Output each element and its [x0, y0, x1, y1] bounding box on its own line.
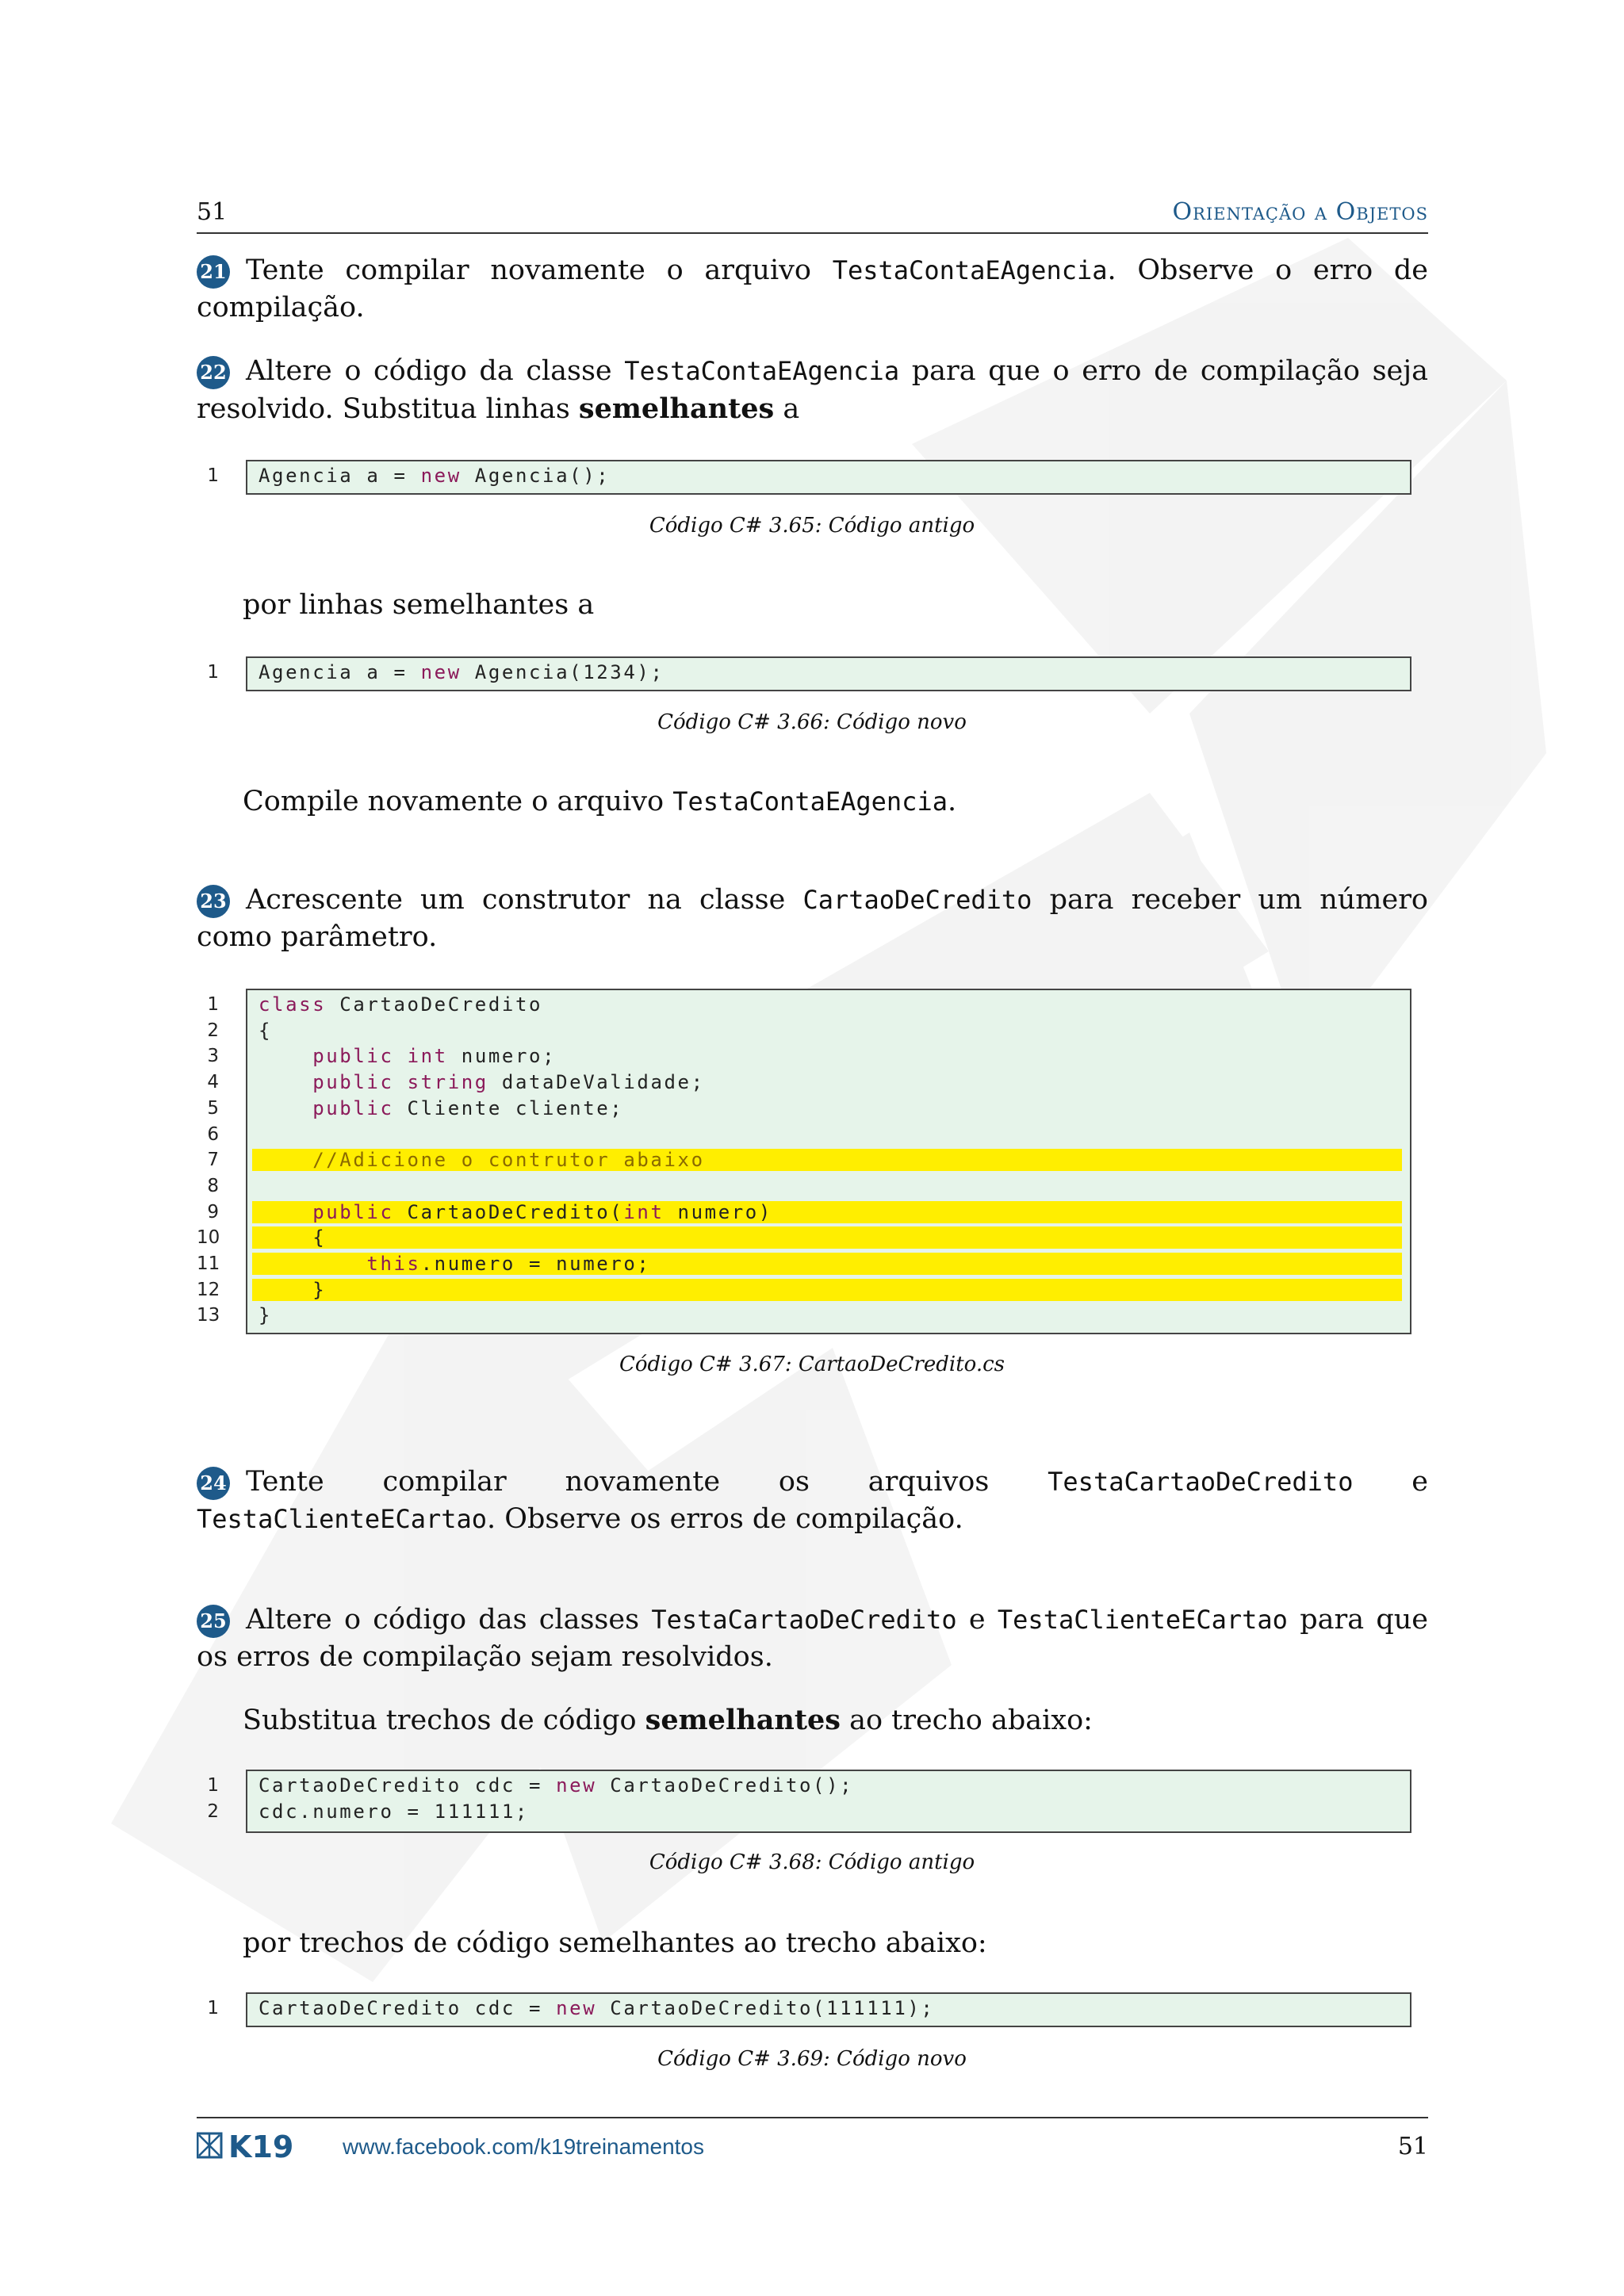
code-line: CartaoDeCredito cdc = new CartaoDeCredito(); — [259, 1774, 854, 1797]
exercise-badge: 21 — [197, 255, 230, 289]
code-line: cdc.numero = 111111; — [259, 1800, 529, 1823]
line-number: 3 — [207, 1046, 219, 1067]
footer-page-number: 51 — [1397, 2133, 1428, 2160]
code-line: this.numero = numero; — [366, 1253, 651, 1275]
paragraph: Substitua trechos de código semelhantes ao trecho abaixo: — [243, 1704, 1093, 1736]
exercise-21: 21 Tente compilar novamente o arquivo TestaContaEAgencia. Observe o erro de compilação. — [197, 254, 1428, 323]
line-number: 9 — [207, 1201, 219, 1223]
exercise-badge: 22 — [197, 356, 230, 389]
line-number: 1 — [207, 1998, 219, 2019]
k19-logo — [197, 2131, 316, 2161]
code-listing-agencia-new — [197, 656, 1410, 691]
caption: Código C# 3.67: CartaoDeCredito.cs — [619, 1353, 1005, 1376]
code-line: //Adicione o contrutor abaixo — [312, 1149, 705, 1172]
exercise-badge: 24 — [197, 1467, 230, 1500]
exercise-badge: 25 — [197, 1605, 230, 1638]
exercise-23: 23 Acrescente um construtor na classe CartaoDeCredito para receber um número como parâmetro. — [197, 884, 1428, 953]
header-page-number: 51 — [197, 198, 228, 226]
code-line: class CartaoDeCredito — [259, 993, 543, 1016]
line-number: 12 — [197, 1279, 220, 1300]
exercise-22: 22 Altere o código da classe TestaContaEAgencia para que o erro de compilação seja resolvido. Substitua linhas semelhantes a — [197, 355, 1428, 425]
code-line: } — [259, 1278, 327, 1301]
code-line: Agencia a = new Agencia(); — [259, 465, 611, 487]
line-number: 8 — [207, 1175, 219, 1196]
header-rule — [197, 232, 1428, 234]
caption: Código C# 3.68: Código antigo — [649, 1850, 975, 1874]
code-listing-agencia-old — [197, 460, 1410, 495]
line-number: 11 — [197, 1253, 220, 1274]
code-listing-cartao — [197, 989, 1410, 1334]
paragraph: por linhas semelhantes a — [243, 589, 595, 621]
k19-logo-icon — [197, 2131, 316, 2161]
line-number: 7 — [207, 1150, 219, 1171]
line-number: 1 — [207, 465, 219, 486]
code-line: { — [259, 1226, 327, 1249]
highlighted-line — [252, 1226, 1402, 1249]
line-number: 5 — [207, 1097, 219, 1119]
line-number: 1 — [207, 662, 219, 683]
caption: Código C# 3.69: Código novo — [657, 2047, 967, 2071]
exercise-24: 24 Tente compilar novamente os arquivos TestaCartaoDeCredito e TestaClienteECartao. Observe os erros de compilação. — [197, 1466, 1428, 1535]
line-number: 4 — [207, 1072, 219, 1093]
line-number: 1 — [207, 994, 219, 1015]
exercise-25: 25 Altere o código das classes TestaCartaoDeCredito e TestaClienteECartao para que os erros de compilação sejam resolvidos. — [197, 1604, 1428, 1673]
code-line: public CartaoDeCredito(int numero) — [312, 1200, 772, 1223]
caption: Código C# 3.66: Código novo — [657, 710, 967, 734]
line-number: 2 — [207, 1020, 219, 1041]
svg-text:K19: K19 — [228, 2131, 294, 2161]
line-number: 10 — [197, 1227, 220, 1249]
code-line: public int numero; — [312, 1045, 557, 1068]
footer-rule — [197, 2117, 1428, 2118]
paragraph: por trechos de código semelhantes ao trecho abaixo: — [243, 1927, 987, 1959]
code-line: } — [259, 1304, 273, 1327]
code-listing-cdc-old — [197, 1770, 1410, 1833]
header-section-title: Orientação a Objetos — [1172, 198, 1428, 226]
highlighted-line — [252, 1279, 1402, 1301]
code-line: { — [259, 1019, 273, 1042]
code-line: Agencia a = new Agencia(1234); — [259, 661, 665, 683]
paragraph: Compile novamente o arquivo TestaContaEAgencia. — [243, 786, 957, 817]
line-number: 2 — [207, 1800, 219, 1822]
line-number: 1 — [207, 1775, 219, 1796]
exercise-badge: 23 — [197, 885, 230, 918]
caption: Código C# 3.65: Código antigo — [649, 514, 975, 538]
footer-link[interactable]: www.facebook.com/k19treinamentos — [343, 2134, 704, 2159]
line-number: 6 — [207, 1123, 219, 1145]
code-line: CartaoDeCredito cdc = new CartaoDeCredito(111111); — [259, 1997, 935, 2019]
code-line: public string dataDeValidade; — [312, 1071, 705, 1094]
code-listing-cdc-new — [197, 1992, 1410, 2027]
code-line: public Cliente cliente; — [312, 1096, 624, 1119]
line-number: 13 — [197, 1305, 220, 1326]
